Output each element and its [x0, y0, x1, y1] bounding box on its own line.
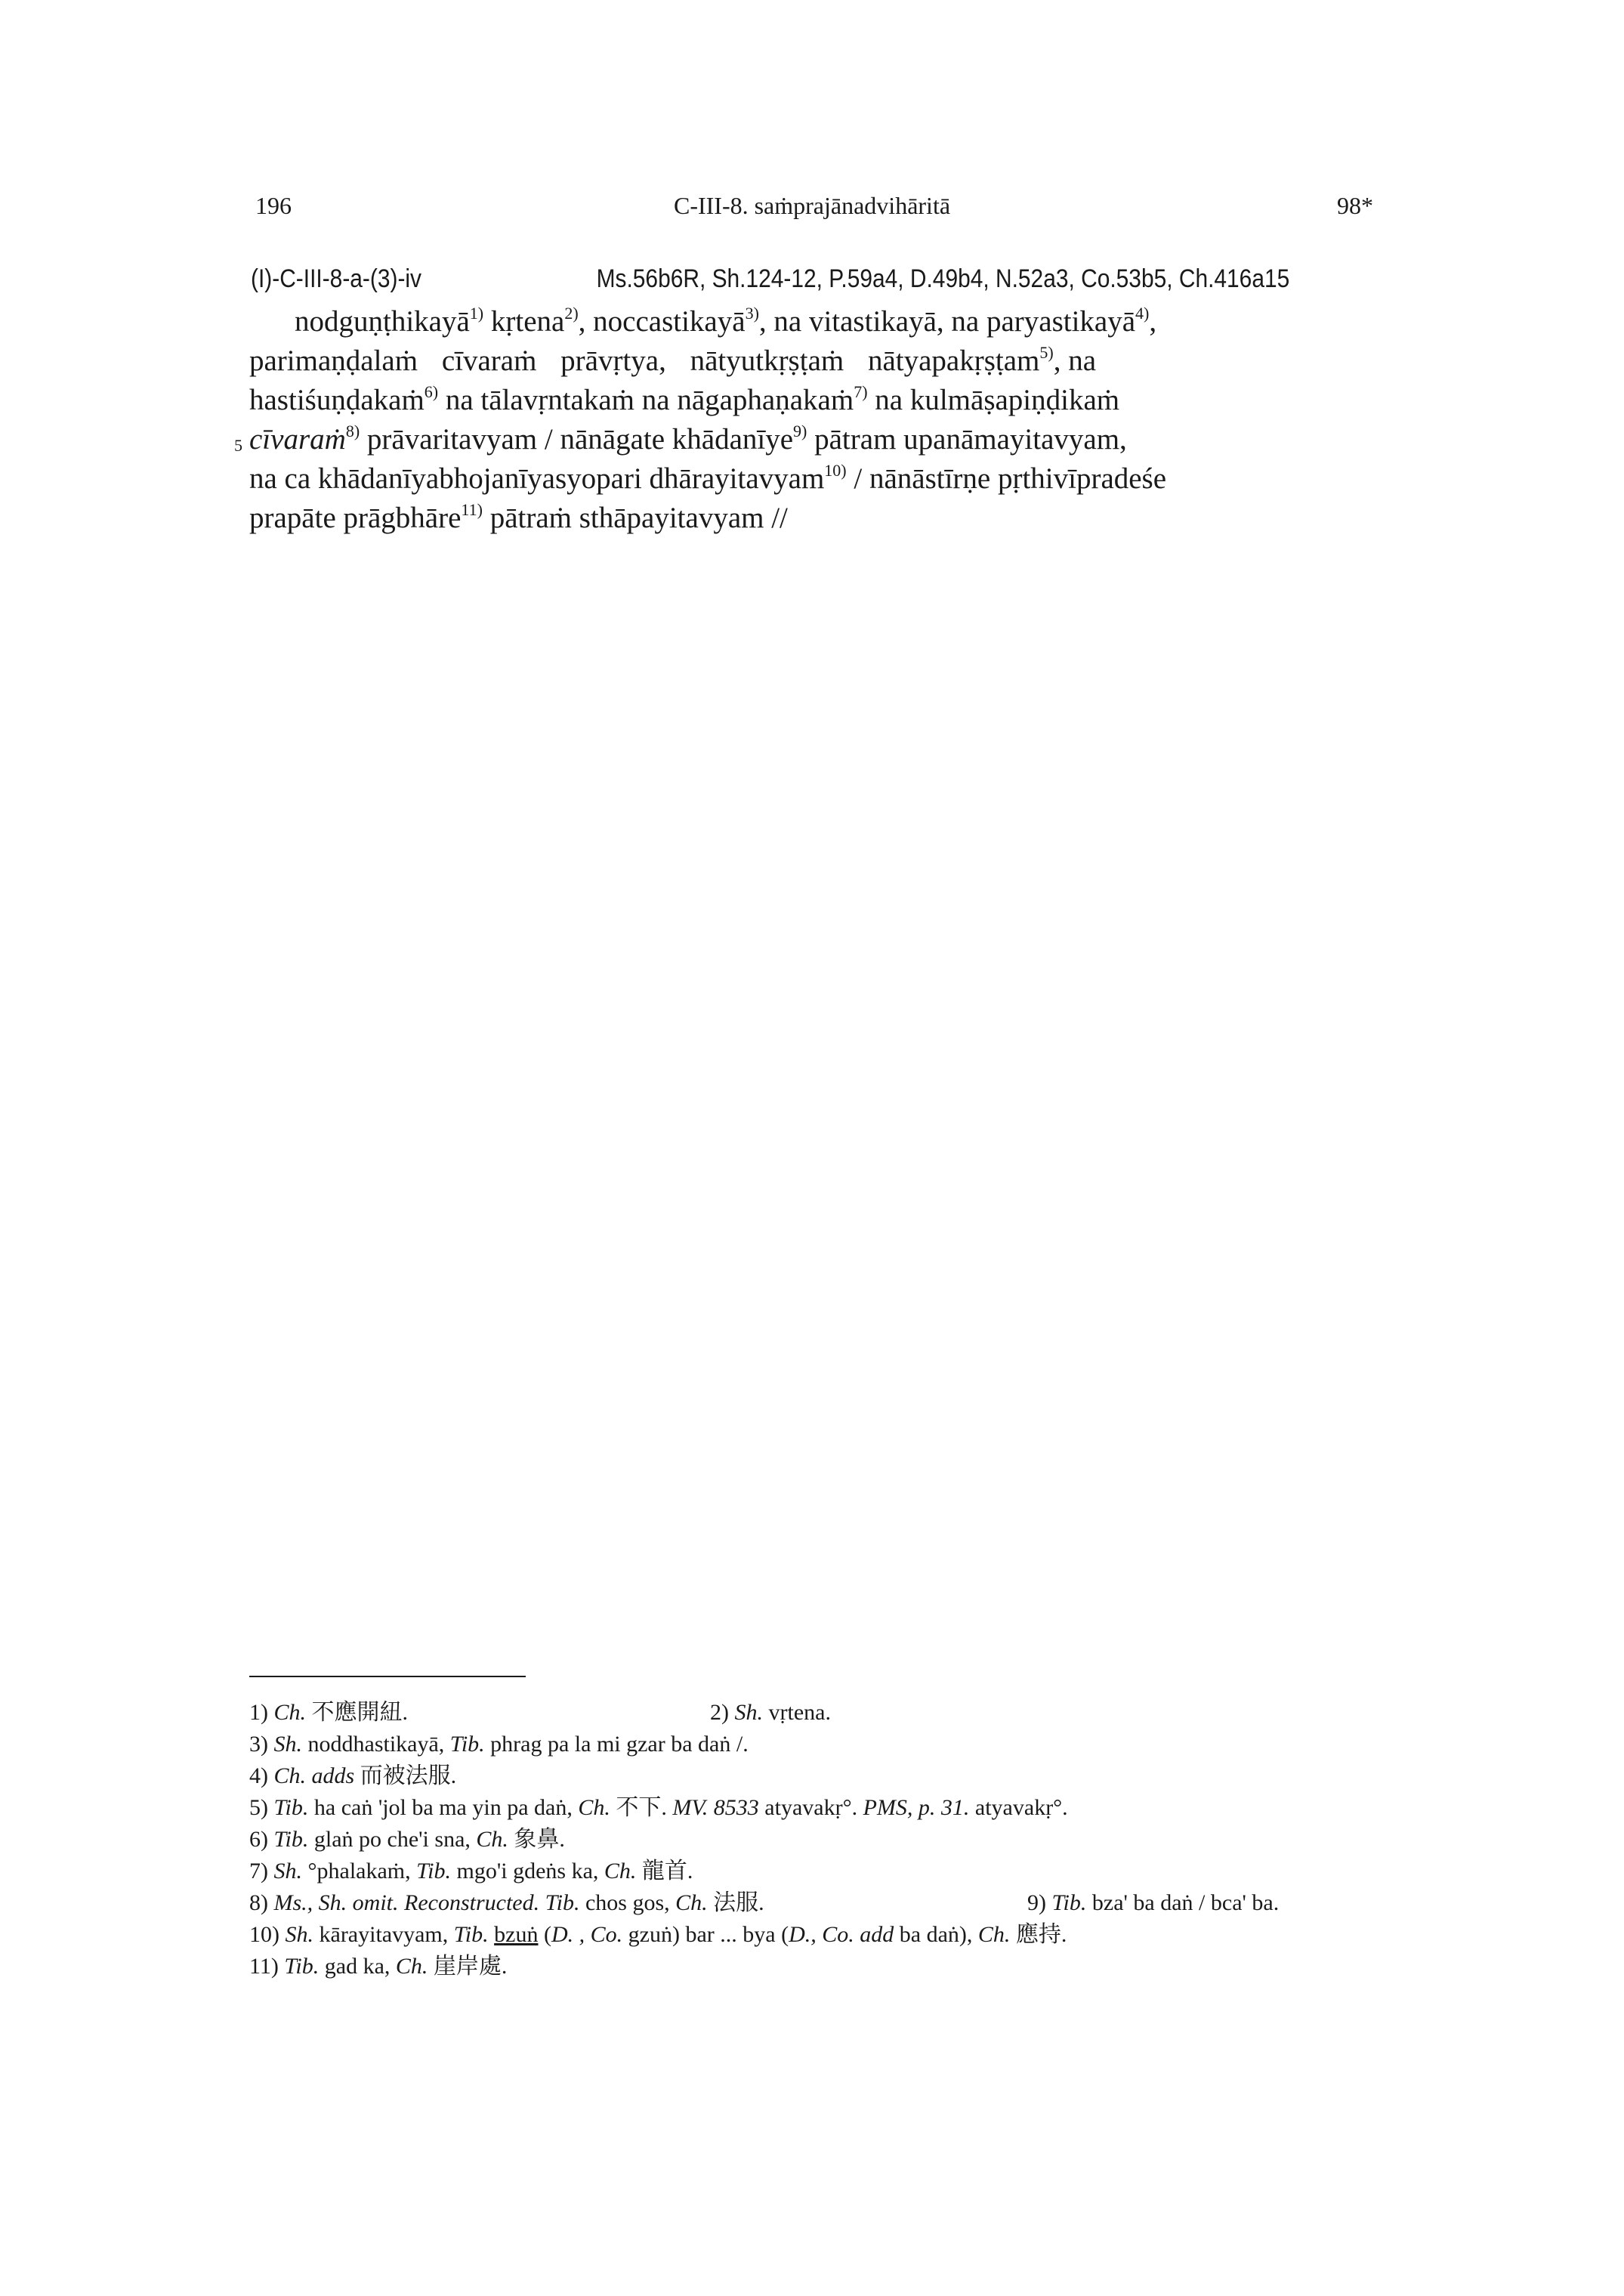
section-label: (I)-C-III-8-a-(3)-iv — [251, 264, 422, 293]
footnote-9: 9) Tib. bza' ba daṅ / bca' ba. — [1027, 1890, 1280, 1915]
footnote-ref: 2) — [564, 304, 579, 323]
footnote-10: 10) Sh. kārayitavyam, Tib. bzuṅ (D. , Co. gzuṅ) bar ... bya (D., Co. add ba daṅ), Ch. 應持. — [249, 1922, 1067, 1947]
footnote-ref: 5) — [1039, 343, 1054, 362]
section-reference — [251, 264, 1290, 294]
footnote-ref: 7) — [854, 382, 868, 401]
text-line-1: nodguṇṭhikayā$^{1)}$ kṛtena$^{2)}$, noccastikayā$^{3)}$, na vitastikayā, na paryastikayā$^{4)}$, — [295, 304, 1157, 338]
line-number: 5 — [234, 436, 242, 455]
footnote-7: 7) Sh. °phalakaṁ, Tib. mgo'i gdeṅs ka, Ch. 龍首. — [249, 1859, 693, 1883]
folio-number: 98* — [1337, 192, 1373, 219]
text-line-2: parimaṇḍalaṁ cīvaraṁ prāvṛtya, nātyutkṛṣṭaṁ nātyapakṛṣṭam$^{5)}$, na — [249, 343, 1097, 377]
footnote-4: 4) Ch. adds 而被法服. — [249, 1763, 457, 1788]
footnote-ref: 1) — [469, 304, 484, 323]
footnote-ref: 11) — [461, 500, 483, 519]
page-number: 196 — [255, 192, 292, 219]
footnote-11: 11) Tib. gad ka, Ch. 崖岸處. — [249, 1954, 508, 1979]
text-line-5: na ca khādanīyabhojanīyasyopari dhārayitavyam$^{10)}$ / nānāstīrṇe pṛthivīpradeśe — [249, 461, 1167, 495]
footnote-ref: 9) — [793, 422, 807, 440]
footnote-2: 2) Sh. vṛtena. — [710, 1700, 831, 1725]
footnote-5: 5) Tib. ha caṅ 'jol ba ma yin pa daṅ, Ch. 不下. MV. 8533 atyavakṛ°. PMS, p. 31. atyavakṛ°. — [249, 1795, 1068, 1820]
footnotes — [249, 1697, 1420, 1982]
footnote-ref: 8) — [345, 422, 360, 440]
footnote-8: 8) Ms., Sh. omit. Reconstructed. Tib. chos gos, Ch. 法服. — [249, 1890, 764, 1915]
footnote-row — [249, 1887, 1420, 1919]
running-header — [0, 192, 1624, 230]
footnote-rule — [249, 1676, 526, 1677]
main-text — [234, 302, 1420, 538]
source-list: Ms.56b6R, Sh.124-12, P.59a4, D.49b4, N.52a3, Co.53b5, Ch.416a15 — [596, 264, 1290, 293]
running-title: C-III-8. saṁprajānadvihāritā — [673, 192, 951, 219]
footnote-1: 1) Ch. 不應開紐. — [249, 1700, 409, 1725]
footnote-ref: 10) — [824, 461, 847, 480]
text-line-4: 5 cīvaraṁ$^{8)}$ prāvaritavyam / nānāgate khādanīye$^{9)}$ pātram upanāmayitavyam, — [249, 420, 1420, 459]
footnote-3: 3) Sh. noddhastikayā, Tib. phrag pa la mi gzar ba daṅ /. — [249, 1732, 749, 1757]
text-line-6: prapāte prāgbhāre$^{11)}$ pātraṁ sthāpayitavyam // — [249, 500, 788, 534]
footnote-ref: 6) — [424, 382, 439, 401]
footnote-ref: 3) — [745, 304, 759, 323]
footnote-6: 6) Tib. glaṅ po che'i sna, Ch. 象鼻. — [249, 1827, 565, 1852]
text-line-3: hastiśuṇḍakaṁ$^{6)}$ na tālavṛntakaṁ na nāgaphaṇakaṁ$^{7)}$ na kulmāṣapiṇḍikaṁ — [249, 382, 1120, 416]
footnote-row — [249, 1697, 1420, 1729]
footnote-ref: 4) — [1135, 304, 1150, 323]
